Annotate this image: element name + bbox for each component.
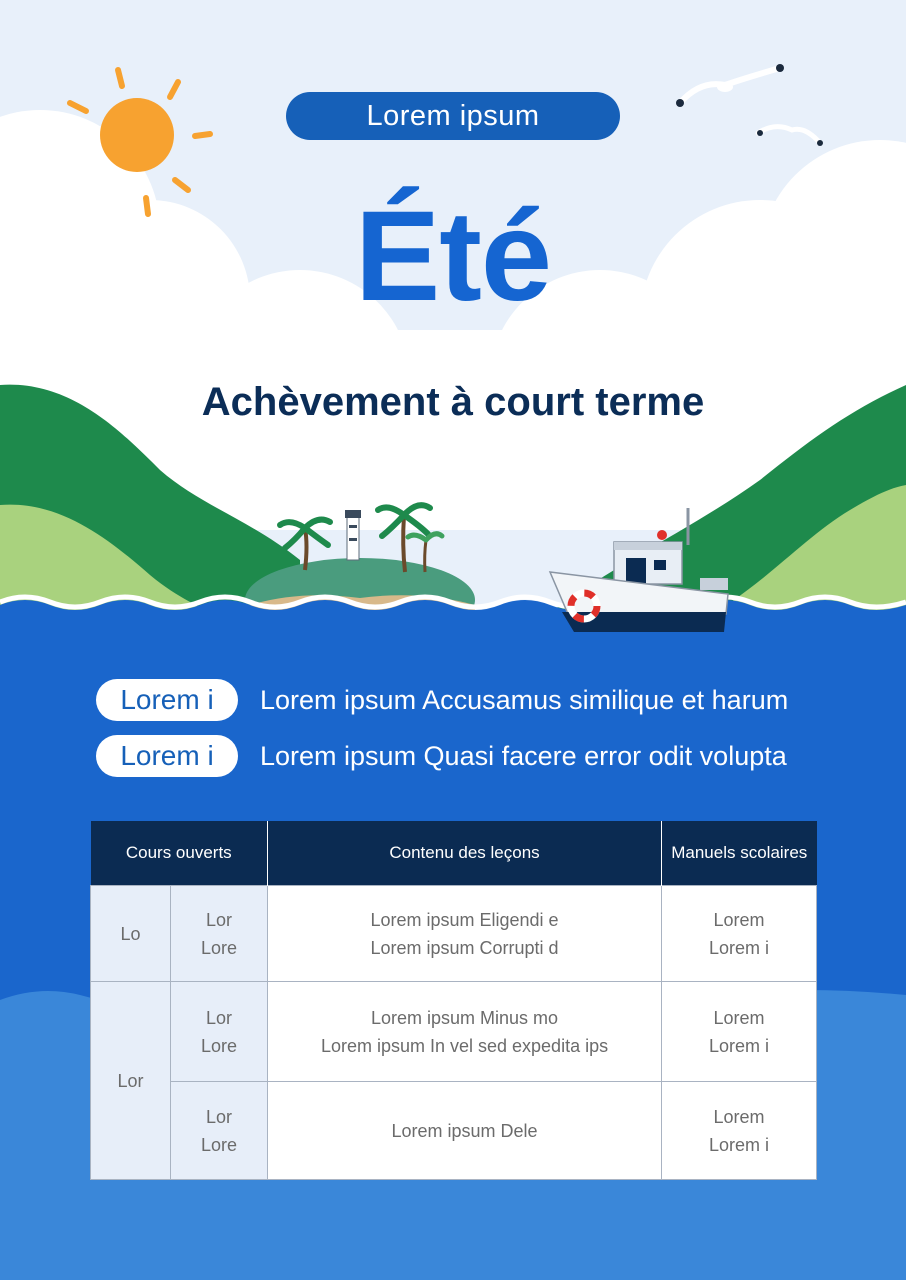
sub-line: Lore (200, 1035, 238, 1056)
sub-cell (171, 886, 268, 982)
sub-line: Lor (206, 1007, 233, 1028)
content-cell (268, 886, 662, 982)
content-line: Lorem ipsum Dele (391, 1120, 538, 1141)
table-row (91, 886, 817, 982)
info-row (96, 679, 836, 723)
sub-cell (171, 982, 268, 1082)
sub-line: Lor (206, 1106, 233, 1127)
books-line: Lorem (713, 909, 765, 930)
content-line: Lorem ipsum Minus mo (370, 1007, 559, 1028)
books-line: Lorem i (709, 937, 770, 958)
info-row (96, 735, 836, 779)
info-pill: Lorem i (96, 679, 238, 721)
content-line: Lorem ipsum In vel sed expedita ips (320, 1035, 609, 1056)
content-cell (268, 982, 662, 1082)
header-cell-content: Contenu des leçons (268, 821, 662, 886)
content-line: Lorem ipsum Corrupti d (370, 937, 559, 958)
content-cell (268, 1082, 662, 1180)
info-text: Lorem ipsum Accusamus similique et harum (260, 685, 789, 715)
page-subtitle: Achèvement à court terme (201, 380, 705, 424)
info-pill: Lorem i (96, 735, 238, 777)
sub-line: Lore (200, 937, 238, 958)
info-text: Lorem ipsum Quasi facere error odit volupta (260, 741, 787, 771)
books-line: Lorem i (709, 1134, 770, 1155)
books-line: Lorem (713, 1106, 765, 1127)
books-line: Lorem i (709, 1035, 770, 1056)
sub-line: Lor (206, 909, 233, 930)
lighthouse-icon (345, 510, 361, 560)
course-table (90, 821, 817, 1180)
content-line: Lorem ipsum Eligendi e (370, 909, 559, 930)
page-title: Été (354, 185, 552, 328)
sub-cell (171, 1082, 268, 1180)
books-cell (662, 982, 817, 1082)
table-row (91, 982, 817, 1082)
books-cell (662, 886, 817, 982)
group-cell: Lor (91, 982, 171, 1180)
table-row (91, 1082, 817, 1180)
books-cell (662, 1082, 817, 1180)
header-cell-courses: Cours ouverts (91, 821, 268, 886)
sub-line: Lore (200, 1134, 238, 1155)
header-cell-textbooks: Manuels scolaires (662, 821, 817, 886)
books-line: Lorem (713, 1007, 765, 1028)
header-badge: Lorem ipsum (286, 92, 620, 140)
group-cell: Lo (91, 886, 171, 982)
table-header-row (91, 821, 817, 886)
